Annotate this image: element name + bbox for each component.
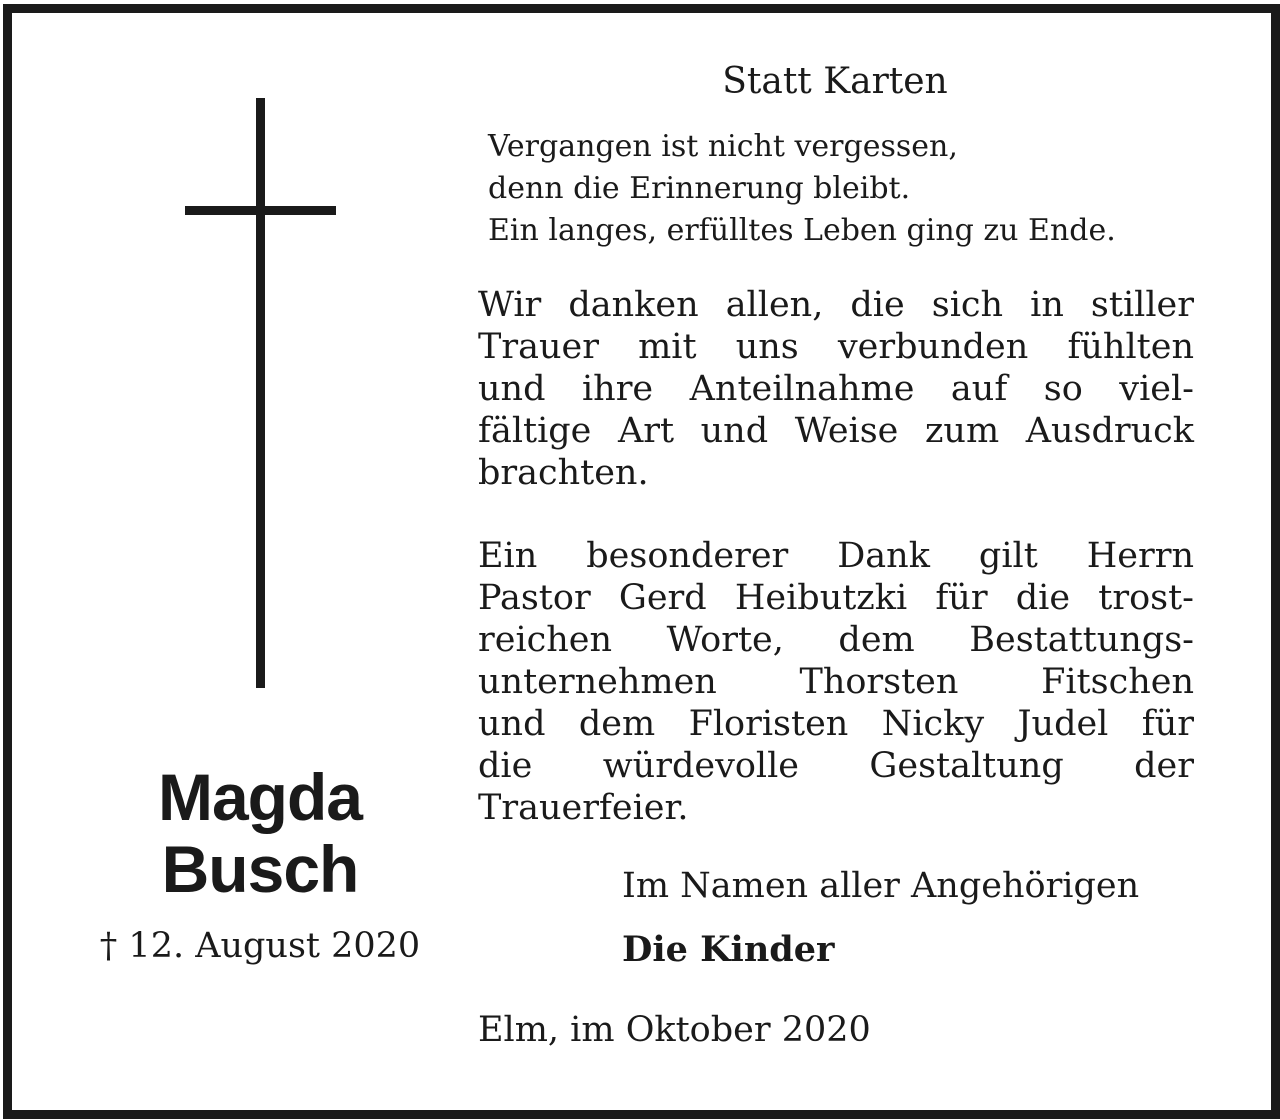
paragraph-line: Ein besonderer Dank gilt Herrn <box>478 536 1194 576</box>
paragraph-line: brachten. <box>478 453 649 493</box>
paragraph-line: Trauer mit uns verbunden fühlten <box>478 327 1194 367</box>
paragraph-line: unternehmen Thorsten Fitschen <box>478 662 1194 702</box>
deceased-first-name: Magda <box>157 760 363 834</box>
signature-name: Die Kinder <box>622 929 835 970</box>
special-thanks-paragraph <box>478 535 1194 829</box>
verse-line: Vergangen ist nicht vergessen, <box>488 129 958 164</box>
place-date: Elm, im Oktober 2020 <box>478 1010 871 1050</box>
thanks-paragraph <box>478 284 1194 494</box>
cross-icon <box>256 98 265 688</box>
header-title: Statt Karten <box>722 61 948 102</box>
paragraph-line: fältige Art und Weise zum Ausdruck <box>478 411 1194 451</box>
signature-line: Im Namen aller Angehörigen <box>622 866 1140 906</box>
verse <box>488 126 1116 252</box>
paragraph-line: und dem Floristen Nicky Judel für <box>478 704 1194 744</box>
paragraph-line: und ihre Anteilnahme auf so viel- <box>478 369 1194 409</box>
paragraph-line: Wir danken allen, die sich in stiller <box>478 285 1194 325</box>
paragraph-line: die würdevolle Gestaltung der <box>478 746 1194 786</box>
verse-line: Ein langes, erfülltes Leben ging zu Ende. <box>488 213 1116 248</box>
deceased-last-name: Busch <box>161 832 359 906</box>
paragraph-line: Pastor Gerd Heibutzki für die trost- <box>478 578 1194 618</box>
death-date: † 12. August 2020 <box>99 926 421 966</box>
cross-icon-crossbar <box>185 206 336 215</box>
paragraph-line: reichen Worte, dem Bestattungs- <box>478 620 1194 660</box>
paragraph-line: Trauerfeier. <box>478 788 689 828</box>
verse-line: denn die Erinnerung bleibt. <box>488 171 911 206</box>
